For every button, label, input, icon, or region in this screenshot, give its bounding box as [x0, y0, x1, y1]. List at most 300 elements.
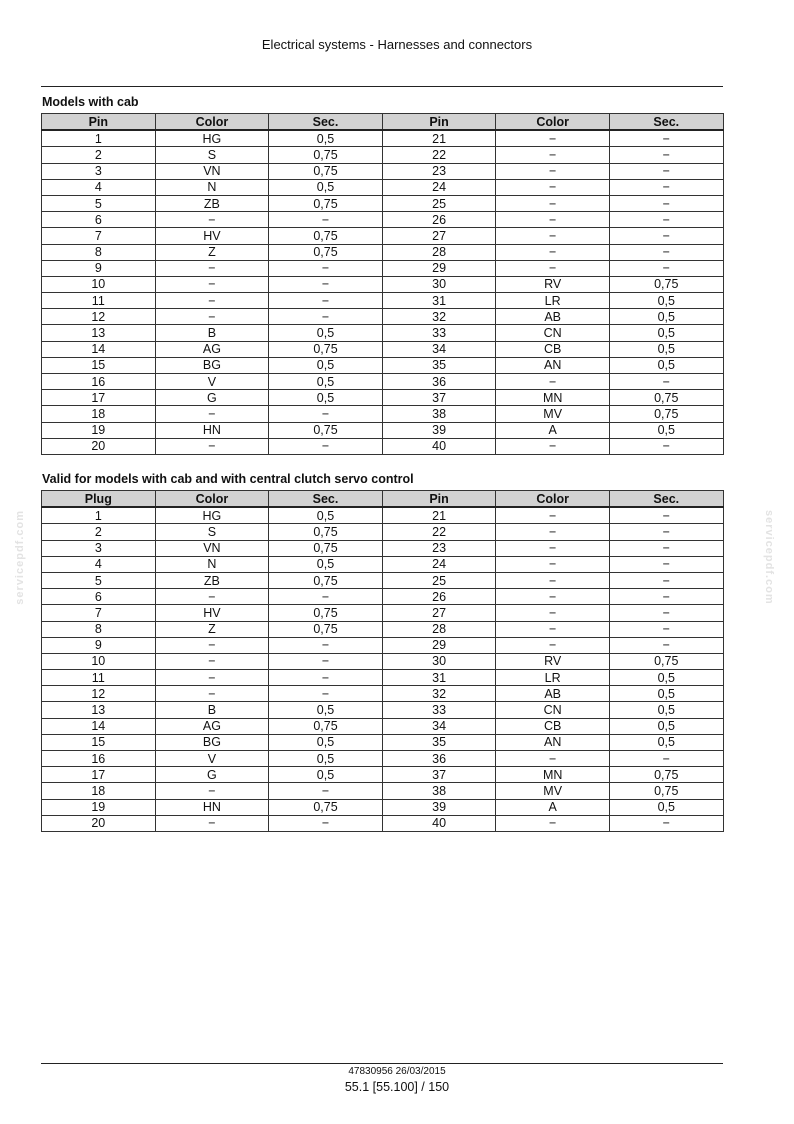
table-cell: − — [496, 130, 610, 147]
table-row — [42, 147, 724, 163]
pin-table-models-with-cab — [41, 113, 724, 455]
table-cell: 8 — [42, 621, 156, 637]
table-cell: − — [609, 524, 723, 540]
table-cell: 23 — [382, 540, 496, 556]
table-cell: AB — [496, 309, 610, 325]
table-row — [42, 406, 724, 422]
table-cell: − — [609, 179, 723, 195]
table-cell: 4 — [42, 556, 156, 572]
table-cell: 1 — [42, 507, 156, 524]
table-cell: − — [496, 815, 610, 831]
table-cell: 0,5 — [609, 799, 723, 815]
table-cell: − — [609, 228, 723, 244]
table-cell: 0,5 — [609, 702, 723, 718]
table-cell: − — [269, 260, 383, 276]
table-cell: 0,75 — [269, 195, 383, 211]
table-cell: − — [269, 670, 383, 686]
table-cell: 38 — [382, 406, 496, 422]
table-cell: 0,5 — [609, 422, 723, 438]
table-cell: 0,5 — [269, 767, 383, 783]
table-cell: − — [609, 195, 723, 211]
table-cell: 1 — [42, 130, 156, 147]
table-cell: 32 — [382, 686, 496, 702]
table-cell: − — [155, 589, 269, 605]
table-cell: − — [609, 815, 723, 831]
column-header: Sec. — [269, 491, 383, 508]
table-cell: − — [609, 147, 723, 163]
table-cell: 0,5 — [609, 686, 723, 702]
table-cell: A — [496, 422, 610, 438]
table-row — [42, 309, 724, 325]
table-row — [42, 260, 724, 276]
table-cell: 0,75 — [609, 276, 723, 292]
table-cell: − — [155, 653, 269, 669]
table-cell: ZB — [155, 572, 269, 588]
table-row — [42, 540, 724, 556]
table-cell: BG — [155, 734, 269, 750]
table-cell: 24 — [382, 179, 496, 195]
table-row — [42, 212, 724, 228]
table-cell: CB — [496, 718, 610, 734]
table-cell: 10 — [42, 653, 156, 669]
table-cell: 36 — [382, 374, 496, 390]
column-header: Pin — [382, 491, 496, 508]
table-row — [42, 734, 724, 750]
table-cell: Z — [155, 621, 269, 637]
table-cell: 37 — [382, 390, 496, 406]
table-cell: 11 — [42, 293, 156, 309]
table-cell: 25 — [382, 572, 496, 588]
table-cell: 0,75 — [269, 163, 383, 179]
table-row — [42, 293, 724, 309]
table-cell: 0,75 — [269, 718, 383, 734]
table-cell: 0,75 — [269, 621, 383, 637]
table-cell: − — [496, 524, 610, 540]
header-divider — [41, 86, 723, 87]
table-cell: 17 — [42, 390, 156, 406]
table-row — [42, 390, 724, 406]
table-cell: − — [155, 309, 269, 325]
table-row — [42, 653, 724, 669]
table-cell: LR — [496, 293, 610, 309]
table-cell: V — [155, 374, 269, 390]
table-cell: RV — [496, 276, 610, 292]
column-header: Color — [155, 114, 269, 131]
table-cell: 0,75 — [269, 422, 383, 438]
table-row — [42, 572, 724, 588]
table-cell: − — [269, 212, 383, 228]
table-cell: 24 — [382, 556, 496, 572]
table-cell: VN — [155, 540, 269, 556]
table-cell: 0,5 — [269, 179, 383, 195]
table-cell: 0,5 — [609, 293, 723, 309]
footer-page-reference: 55.1 [55.100] / 150 — [344, 1080, 450, 1094]
table-row — [42, 341, 724, 357]
table-cell: 0,5 — [269, 357, 383, 373]
table-cell: − — [609, 540, 723, 556]
column-header: Sec. — [269, 114, 383, 131]
table-cell: − — [609, 589, 723, 605]
table-cell: − — [496, 589, 610, 605]
table-cell: B — [155, 702, 269, 718]
table-cell: CN — [496, 702, 610, 718]
table-cell: 34 — [382, 718, 496, 734]
table-cell: 39 — [382, 799, 496, 815]
table-row — [42, 670, 724, 686]
section-title-central-clutch: Valid for models with cab and with central clutch servo control — [42, 472, 414, 486]
table-row — [42, 637, 724, 653]
table-cell: 3 — [42, 163, 156, 179]
table-header-row — [42, 114, 724, 131]
table-cell: 19 — [42, 799, 156, 815]
table-cell: 7 — [42, 605, 156, 621]
table-cell: 35 — [382, 734, 496, 750]
table-cell: MN — [496, 767, 610, 783]
table-cell: 39 — [382, 422, 496, 438]
table-cell: − — [155, 438, 269, 454]
table-cell: − — [269, 815, 383, 831]
table-cell: 27 — [382, 228, 496, 244]
table-cell: 0,75 — [609, 783, 723, 799]
table-cell: 31 — [382, 670, 496, 686]
table-cell: 18 — [42, 783, 156, 799]
table-cell: 14 — [42, 341, 156, 357]
table-cell: − — [609, 621, 723, 637]
table-cell: − — [269, 653, 383, 669]
table-cell: − — [155, 260, 269, 276]
table-cell: HV — [155, 228, 269, 244]
table-cell: MN — [496, 390, 610, 406]
table-cell: MV — [496, 783, 610, 799]
table-cell: 17 — [42, 767, 156, 783]
table-cell: AN — [496, 734, 610, 750]
table-cell: − — [155, 815, 269, 831]
table-cell: 0,5 — [269, 325, 383, 341]
table-row — [42, 422, 724, 438]
table-cell: − — [269, 637, 383, 653]
table-cell: 22 — [382, 524, 496, 540]
table-cell: 0,75 — [269, 605, 383, 621]
table-cell: − — [609, 556, 723, 572]
table-cell: 26 — [382, 589, 496, 605]
table-row — [42, 130, 724, 147]
table-cell: 5 — [42, 195, 156, 211]
table-cell: − — [496, 260, 610, 276]
table-cell: 20 — [42, 438, 156, 454]
table-cell: − — [496, 438, 610, 454]
column-header: Pin — [42, 114, 156, 131]
section-title-models-with-cab: Models with cab — [42, 95, 139, 109]
table-cell: 0,5 — [609, 718, 723, 734]
table-cell: 6 — [42, 589, 156, 605]
table-row — [42, 718, 724, 734]
table-cell: 7 — [42, 228, 156, 244]
table-cell: 22 — [382, 147, 496, 163]
table-cell: − — [609, 572, 723, 588]
table-row — [42, 179, 724, 195]
table-cell: − — [609, 374, 723, 390]
table-row — [42, 702, 724, 718]
table-cell: − — [496, 374, 610, 390]
table-cell: CB — [496, 341, 610, 357]
table-row — [42, 556, 724, 572]
table-header-row — [42, 491, 724, 508]
table-cell: HG — [155, 507, 269, 524]
table-row — [42, 357, 724, 373]
watermark-left: servicepdf.com — [14, 510, 26, 605]
table-cell: HG — [155, 130, 269, 147]
table-row — [42, 325, 724, 341]
table-row — [42, 438, 724, 454]
table-cell: − — [269, 686, 383, 702]
table-cell: 32 — [382, 309, 496, 325]
table-cell: G — [155, 390, 269, 406]
table-cell: 18 — [42, 406, 156, 422]
table-cell: BG — [155, 357, 269, 373]
table-cell: AN — [496, 357, 610, 373]
table-cell: 0,5 — [609, 341, 723, 357]
table-cell: 10 — [42, 276, 156, 292]
column-header: Color — [496, 114, 610, 131]
table-cell: 16 — [42, 751, 156, 767]
table-cell: − — [609, 244, 723, 260]
table-cell: 12 — [42, 309, 156, 325]
table-cell: 2 — [42, 147, 156, 163]
column-header: Plug — [42, 491, 156, 508]
table-cell: 0,5 — [609, 325, 723, 341]
table-cell: 13 — [42, 702, 156, 718]
table-cell: − — [496, 195, 610, 211]
table-cell: G — [155, 767, 269, 783]
table-row — [42, 815, 724, 831]
table-cell: 0,75 — [269, 341, 383, 357]
table-cell: 25 — [382, 195, 496, 211]
table-cell: 0,5 — [609, 734, 723, 750]
table-cell: MV — [496, 406, 610, 422]
table-cell: 0,5 — [269, 702, 383, 718]
table-cell: 5 — [42, 572, 156, 588]
table-cell: HN — [155, 799, 269, 815]
table-row — [42, 276, 724, 292]
table-cell: 21 — [382, 507, 496, 524]
table-cell: − — [496, 163, 610, 179]
column-header: Pin — [382, 114, 496, 131]
table-cell: − — [496, 556, 610, 572]
table-cell: 29 — [382, 637, 496, 653]
table-row — [42, 589, 724, 605]
table-cell: AG — [155, 718, 269, 734]
table-cell: 13 — [42, 325, 156, 341]
table-cell: 29 — [382, 260, 496, 276]
table-cell: − — [155, 670, 269, 686]
column-header: Color — [155, 491, 269, 508]
table-row — [42, 621, 724, 637]
table-cell: − — [609, 507, 723, 524]
table-cell: 0,5 — [269, 507, 383, 524]
table-cell: 31 — [382, 293, 496, 309]
table-cell: − — [609, 751, 723, 767]
table-row — [42, 244, 724, 260]
table-cell: 0,5 — [269, 556, 383, 572]
table-cell: 0,5 — [609, 357, 723, 373]
table-cell: 16 — [42, 374, 156, 390]
table-cell: − — [496, 637, 610, 653]
table-cell: HN — [155, 422, 269, 438]
table-cell: 0,75 — [609, 767, 723, 783]
table-cell: − — [269, 309, 383, 325]
table-cell: 15 — [42, 357, 156, 373]
table-cell: 28 — [382, 621, 496, 637]
table-cell: 40 — [382, 815, 496, 831]
page-header-title: Electrical systems - Harnesses and connectors — [261, 37, 533, 52]
table-cell: − — [496, 244, 610, 260]
table-cell: − — [609, 260, 723, 276]
table-cell: − — [496, 605, 610, 621]
table-cell: − — [609, 438, 723, 454]
table-cell: 0,5 — [269, 734, 383, 750]
table-cell: 20 — [42, 815, 156, 831]
table-cell: 36 — [382, 751, 496, 767]
table-row — [42, 767, 724, 783]
table-cell: − — [609, 130, 723, 147]
table-cell: − — [269, 438, 383, 454]
table-cell: A — [496, 799, 610, 815]
table-cell: 40 — [382, 438, 496, 454]
table-cell: 11 — [42, 670, 156, 686]
table-row — [42, 163, 724, 179]
table-cell: 0,5 — [269, 130, 383, 147]
table-cell: − — [609, 163, 723, 179]
table-cell: 0,75 — [269, 799, 383, 815]
watermark-right: servicepdf.com — [763, 510, 775, 605]
table-cell: RV — [496, 653, 610, 669]
table-cell: 0,5 — [609, 309, 723, 325]
column-header: Sec. — [609, 491, 723, 508]
table-cell: 21 — [382, 130, 496, 147]
table-row — [42, 524, 724, 540]
table-cell: N — [155, 556, 269, 572]
table-cell: 26 — [382, 212, 496, 228]
table-cell: 0,75 — [609, 406, 723, 422]
column-header: Color — [496, 491, 610, 508]
table-row — [42, 783, 724, 799]
table-row — [42, 507, 724, 524]
table-cell: 8 — [42, 244, 156, 260]
table-cell: HV — [155, 605, 269, 621]
table-cell: 0,75 — [609, 390, 723, 406]
table-cell: − — [496, 621, 610, 637]
table-cell: 34 — [382, 341, 496, 357]
table-cell: − — [269, 589, 383, 605]
pin-table-central-clutch — [41, 490, 724, 832]
table-row — [42, 228, 724, 244]
table-cell: N — [155, 179, 269, 195]
table-row — [42, 195, 724, 211]
table-cell: 9 — [42, 637, 156, 653]
table-cell: − — [496, 228, 610, 244]
table-cell: − — [155, 686, 269, 702]
table-cell: 2 — [42, 524, 156, 540]
table-row — [42, 686, 724, 702]
footer-divider — [41, 1063, 723, 1064]
table-cell: 0,75 — [609, 653, 723, 669]
table-cell: − — [155, 212, 269, 228]
table-cell: 0,5 — [269, 390, 383, 406]
table-cell: 37 — [382, 767, 496, 783]
table-cell: 33 — [382, 702, 496, 718]
table-cell: − — [609, 212, 723, 228]
table-cell: 14 — [42, 718, 156, 734]
table-cell: 3 — [42, 540, 156, 556]
table-cell: − — [155, 637, 269, 653]
table-cell: 0,5 — [609, 670, 723, 686]
table-cell: − — [155, 293, 269, 309]
table-cell: 38 — [382, 783, 496, 799]
table-cell: 6 — [42, 212, 156, 228]
table-cell: S — [155, 147, 269, 163]
table-cell: V — [155, 751, 269, 767]
table-cell: AB — [496, 686, 610, 702]
table-cell: 12 — [42, 686, 156, 702]
table-cell: Z — [155, 244, 269, 260]
column-header: Sec. — [609, 114, 723, 131]
table-row — [42, 751, 724, 767]
table-cell: LR — [496, 670, 610, 686]
table-cell: AG — [155, 341, 269, 357]
table-cell: 4 — [42, 179, 156, 195]
table-cell: 0,5 — [269, 374, 383, 390]
table-cell: − — [496, 507, 610, 524]
table-cell: − — [496, 540, 610, 556]
table-cell: − — [155, 276, 269, 292]
table-cell: − — [609, 637, 723, 653]
table-cell: 0,75 — [269, 147, 383, 163]
table-cell: 27 — [382, 605, 496, 621]
table-cell: 19 — [42, 422, 156, 438]
table-cell: ZB — [155, 195, 269, 211]
table-row — [42, 605, 724, 621]
table-cell: 30 — [382, 276, 496, 292]
table-cell: 0,75 — [269, 540, 383, 556]
table-cell: − — [609, 605, 723, 621]
table-cell: − — [496, 751, 610, 767]
table-cell: 15 — [42, 734, 156, 750]
table-cell: − — [269, 276, 383, 292]
table-cell: 30 — [382, 653, 496, 669]
table-cell: 0,75 — [269, 228, 383, 244]
table-cell: 28 — [382, 244, 496, 260]
table-cell: − — [269, 406, 383, 422]
table-cell: − — [496, 179, 610, 195]
table-cell: VN — [155, 163, 269, 179]
table-cell: S — [155, 524, 269, 540]
table-cell: 9 — [42, 260, 156, 276]
table-cell: − — [155, 406, 269, 422]
footer-doc-reference: 47830956 26/03/2015 — [348, 1066, 446, 1077]
table-cell: 0,75 — [269, 244, 383, 260]
table-cell: − — [269, 783, 383, 799]
table-cell: − — [269, 293, 383, 309]
table-cell: 0,5 — [269, 751, 383, 767]
table-cell: 35 — [382, 357, 496, 373]
table-cell: 33 — [382, 325, 496, 341]
table-cell: − — [496, 147, 610, 163]
table-cell: − — [496, 212, 610, 228]
table-cell: B — [155, 325, 269, 341]
table-cell: CN — [496, 325, 610, 341]
table-row — [42, 374, 724, 390]
table-cell: − — [496, 572, 610, 588]
